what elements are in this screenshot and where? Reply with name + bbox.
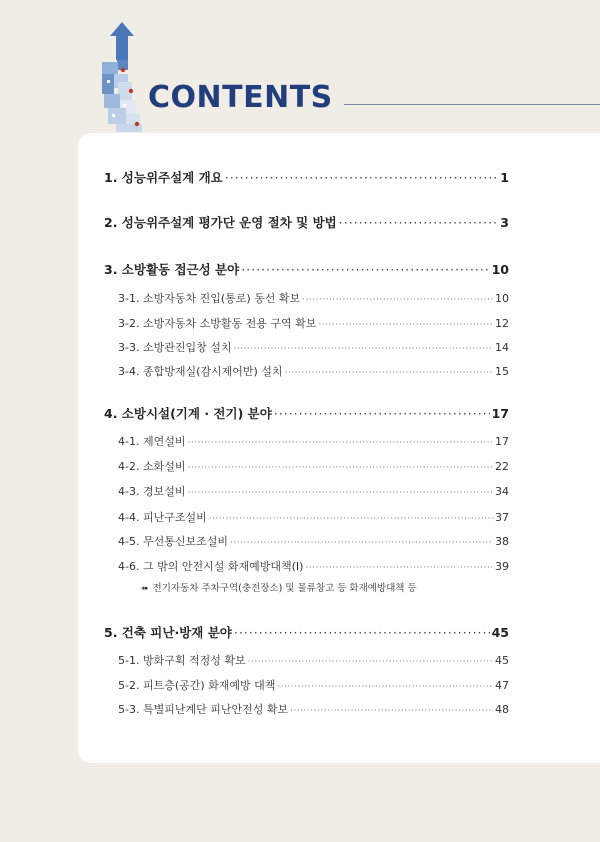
- toc-item-4-4[interactable]: [118, 509, 509, 525]
- leader-dots: [305, 563, 493, 573]
- toc-page-number: 45: [495, 654, 509, 667]
- leader-dots: [277, 682, 493, 692]
- toc-note-text: 전기자동차 주차구역(충전장소) 및 물류창고 등 화재예방대책 등: [152, 583, 417, 594]
- toc-page-number: 10: [491, 262, 509, 277]
- toc-item-label: 4-1. 제연설비: [118, 435, 186, 448]
- leader-dots: [187, 488, 493, 498]
- double-arrow-icon: ➠: [141, 584, 149, 594]
- toc-item-label: 4-3. 경보설비: [118, 485, 186, 498]
- leader-dots: [233, 344, 493, 354]
- toc-page-number: 39: [495, 560, 509, 573]
- toc-page-number: 12: [495, 317, 509, 330]
- toc-item-3-2[interactable]: [118, 315, 509, 331]
- toc-item-label: 4-6. 그 밖의 안전시설 화재예방대책(Ⅰ): [118, 560, 304, 573]
- leader-dots: [302, 295, 493, 305]
- toc-item-label: 5-2. 피트층(공간) 화재예방 대책: [118, 679, 276, 692]
- toc-section-1[interactable]: [104, 168, 509, 186]
- leader-dots: [241, 262, 489, 277]
- leader-dots: [234, 625, 490, 640]
- toc-item-label: 3-4. 종합방재실(감시제어반) 설치: [118, 365, 283, 378]
- toc-item-label: 4-4. 피난구조설비: [118, 511, 207, 524]
- toc-section-label: 1. 성능위주설계 개요: [104, 170, 223, 185]
- toc-section-label: 3. 소방활동 접근성 분야: [104, 262, 240, 277]
- toc-page-number: 37: [495, 511, 509, 524]
- toc-item-4-3[interactable]: [118, 483, 509, 499]
- toc-page-number: 17: [495, 435, 509, 448]
- toc-section-3[interactable]: [104, 260, 509, 278]
- toc-page-number: 22: [495, 460, 509, 473]
- leader-dots: [318, 320, 493, 330]
- toc-item-label: 5-3. 특별피난계단 피난안전성 확보: [118, 703, 289, 716]
- toc-page-number: 47: [495, 679, 509, 692]
- toc-item-4-5[interactable]: [118, 533, 509, 549]
- toc-item-3-1[interactable]: [118, 290, 509, 306]
- toc-section-5[interactable]: [104, 623, 509, 641]
- toc-item-5-3[interactable]: [118, 701, 509, 717]
- leader-dots: [225, 170, 499, 185]
- toc-page-number: 38: [495, 535, 509, 548]
- toc-note: [141, 580, 417, 594]
- toc-page-number: 45: [491, 625, 509, 640]
- toc-item-4-6[interactable]: [118, 558, 509, 574]
- leader-dots: [209, 514, 493, 524]
- toc-item-label: 3-3. 소방관진입창 설치: [118, 341, 232, 354]
- leader-dots: [290, 706, 493, 716]
- toc-item-5-1[interactable]: [118, 652, 509, 668]
- leader-dots: [285, 368, 493, 378]
- toc-item-4-2[interactable]: [118, 458, 509, 474]
- leader-dots: [230, 538, 493, 548]
- leader-dots: [248, 657, 493, 667]
- toc-section-4[interactable]: [104, 404, 509, 422]
- toc-item-label: 4-2. 소화설비: [118, 460, 186, 473]
- toc-page-number: 34: [495, 485, 509, 498]
- toc-page-number: 1: [500, 170, 509, 185]
- toc-page-number: 10: [495, 292, 509, 305]
- toc-item-label: 4-5. 무선통신보조설비: [118, 535, 228, 548]
- toc-item-label: 5-1. 방화구획 적정성 확보: [118, 654, 246, 667]
- toc-item-label: 3-1. 소방자동차 진입(통로) 동선 확보: [118, 292, 301, 305]
- leader-dots: [339, 215, 499, 230]
- toc-page-number: 17: [491, 406, 509, 421]
- building-arrow-icon: [90, 20, 150, 135]
- toc-page-number: 3: [500, 215, 509, 230]
- toc-section-label: 2. 성능위주설계 평가단 운영 절차 및 방법: [104, 215, 337, 230]
- page-header: [0, 0, 600, 140]
- page-title: CONTENTS: [148, 80, 333, 115]
- toc-page-number: 14: [495, 341, 509, 354]
- toc-page-number: 48: [495, 703, 509, 716]
- toc-item-5-2[interactable]: [118, 677, 509, 693]
- toc-item-3-3[interactable]: [118, 339, 509, 355]
- title-divider: [344, 104, 600, 105]
- toc-section-label: 5. 건축 피난·방재 분야: [104, 625, 232, 640]
- toc-page-number: 15: [495, 365, 509, 378]
- toc-item-4-1[interactable]: [118, 433, 509, 449]
- toc-section-2[interactable]: [104, 213, 509, 231]
- leader-dots: [187, 438, 493, 448]
- toc-item-label: 3-2. 소방자동차 소방활동 전용 구역 확보: [118, 317, 317, 330]
- toc-item-3-4[interactable]: [118, 363, 509, 379]
- leader-dots: [274, 406, 490, 421]
- toc-section-label: 4. 소방시설(기계 · 전기) 분야: [104, 406, 272, 421]
- leader-dots: [187, 463, 493, 473]
